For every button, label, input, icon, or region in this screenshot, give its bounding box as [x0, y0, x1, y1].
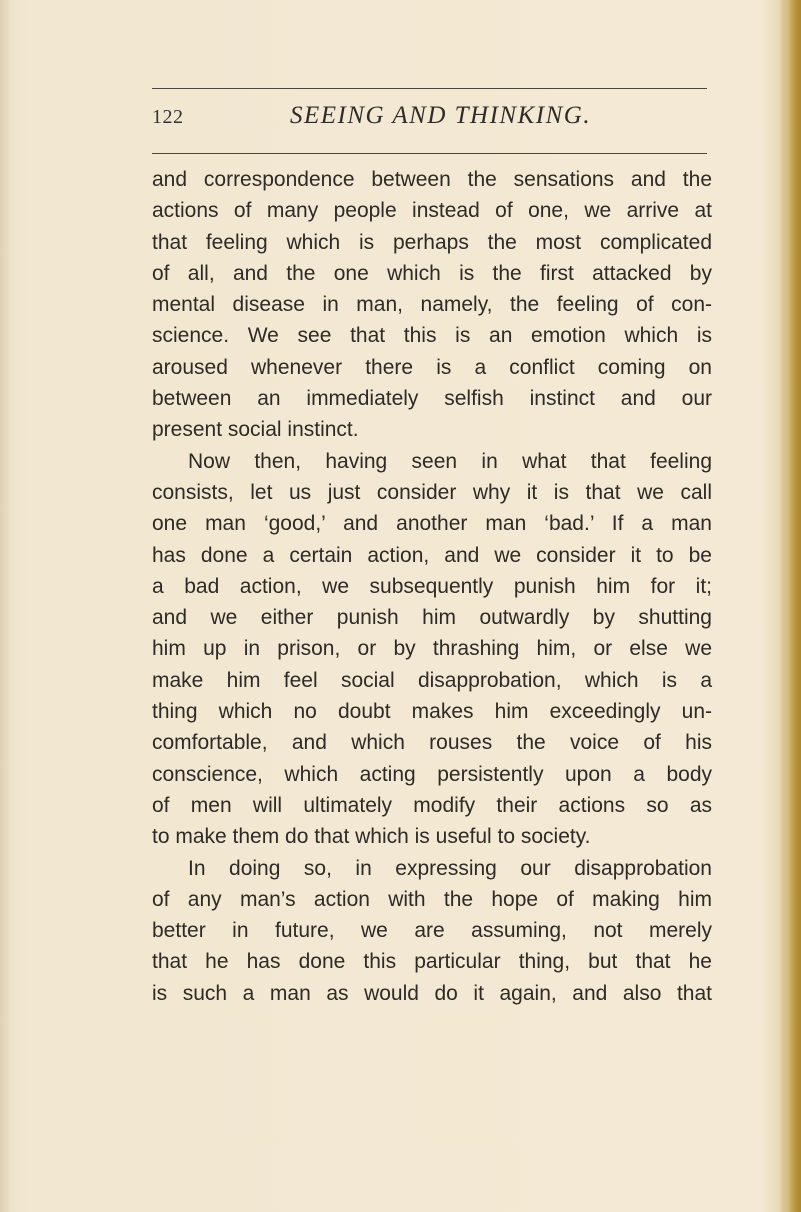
text-line: that feeling which is perhaps the most complicated [152, 230, 712, 254]
text-line: a bad action, we subsequently punish him for it; [152, 574, 712, 598]
running-title: SEEING AND THINKING. [290, 102, 592, 129]
body-text [152, 164, 712, 1009]
text-line: thing which no doubt makes him exceedingly un- [152, 700, 712, 724]
text-line: of men will ultimately modify their actions so as [152, 793, 712, 817]
text-line: conscience, which acting persistently upon a body [152, 762, 712, 786]
text-line: is such a man as would do it again, and also that [152, 981, 712, 1005]
text-line: aroused whenever there is a conflict coming on [152, 355, 712, 379]
page-number: 122 [152, 106, 184, 128]
page-gutter-shadow [0, 0, 12, 1212]
header-rule-top [152, 88, 707, 89]
text-line: of any man’s action with the hope of making him [152, 887, 712, 911]
text-line: present social instinct. [152, 418, 359, 442]
text-line: actions of many people instead of one, we arrive at [152, 199, 712, 223]
text-line: one man ‘good,’ and another man ‘bad.’ If a man [152, 512, 712, 536]
text-line: science. We see that this is an emotion which is [152, 324, 712, 348]
text-line: make him feel social disapprobation, which is a [152, 668, 712, 692]
text-line: better in future, we are assuming, not merely [152, 919, 712, 943]
header-rule-bottom [152, 153, 707, 154]
text-line: of all, and the one which is the first attacked by [152, 261, 712, 285]
text-line: has done a certain action, and we consider it to be [152, 543, 712, 567]
text-line: and we either punish him outwardly by shutting [152, 606, 712, 630]
text-line: to make them do that which is useful to society. [152, 825, 591, 849]
text-line: In doing so, in expressing our disapprobation [188, 856, 712, 880]
text-line: consists, let us just consider why it is that we call [152, 480, 712, 504]
text-line: Now then, having seen in what that feeling [188, 449, 712, 473]
text-line: and correspondence between the sensations and the [152, 168, 712, 191]
running-header [152, 100, 707, 140]
text-line: him up in prison, or by thrashing him, or else we [152, 637, 712, 661]
text-line: comfortable, and which rouses the voice of his [152, 731, 712, 755]
page-edge-shading [779, 0, 801, 1212]
text-line: mental disease in man, namely, the feeling of con- [152, 293, 712, 317]
text-line: that he has done this particular thing, but that he [152, 950, 712, 974]
text-line: between an immediately selfish instinct and our [152, 387, 712, 411]
